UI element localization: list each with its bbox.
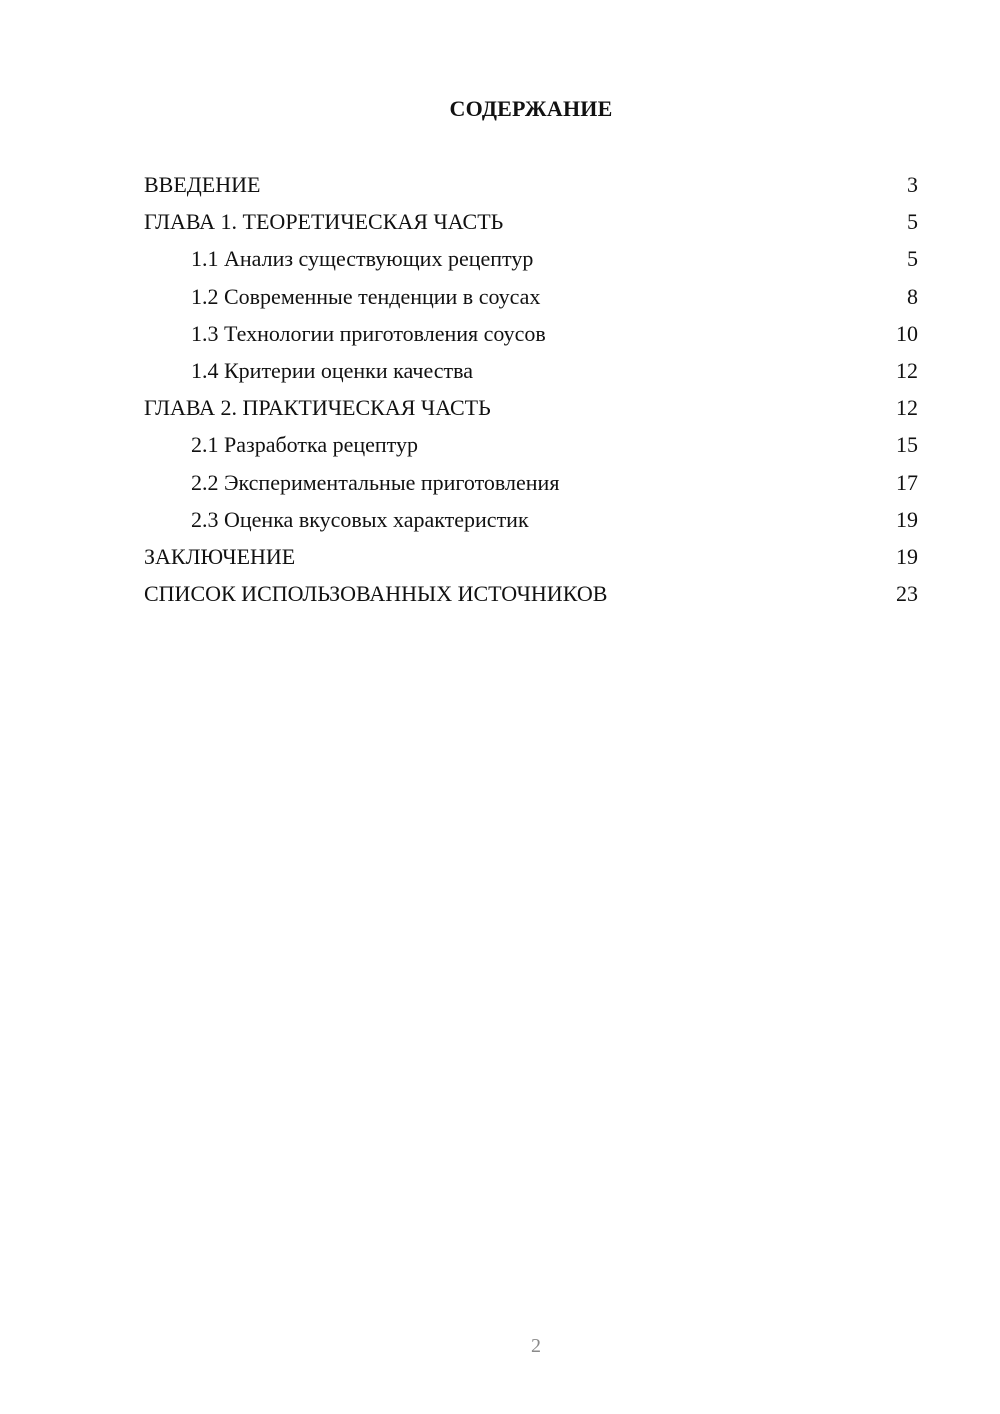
toc-entry-label: ЗАКЛЮЧЕНИЕ (144, 543, 296, 569)
toc-entry-section-1-4 (144, 352, 918, 389)
page-number: 2 (531, 1335, 541, 1357)
toc-entry-introduction (144, 166, 918, 203)
toc-entry-page: 10 (896, 320, 918, 346)
toc-entry-label: ВВЕДЕНИЕ (144, 172, 261, 197)
toc-entry-chapter-2 (144, 389, 918, 426)
toc-entry-section-2-2 (144, 464, 918, 501)
toc-entry-page: 5 (907, 246, 918, 272)
toc-entry-page: 3 (907, 172, 918, 197)
toc-entry-references (144, 575, 918, 612)
toc-entry-section-1-1 (144, 240, 918, 277)
toc-entry-page: 5 (907, 209, 918, 235)
toc-entry-page: 8 (907, 283, 918, 309)
toc-entry-page: 19 (896, 543, 918, 569)
toc-entry-label: 1.1 Анализ существующих рецептур (191, 246, 534, 272)
table-of-contents (144, 166, 918, 612)
toc-entry-label: 1.3 Технологии приготовления соусов (191, 320, 546, 346)
toc-entry-label: 2.3 Оценка вкусовых характеристик (191, 506, 529, 532)
toc-entry-chapter-1 (144, 203, 918, 240)
toc-entry-section-2-1 (144, 426, 918, 463)
toc-entry-label: 2.1 Разработка рецептур (191, 432, 418, 458)
toc-entry-page: 15 (896, 432, 918, 458)
toc-entry-label: СПИСОК ИСПОЛЬЗОВАННЫХ ИСТОЧНИКОВ (144, 581, 608, 607)
toc-entry-section-2-3 (144, 501, 918, 538)
toc-entry-label: ГЛАВА 2. ПРАКТИЧЕСКАЯ ЧАСТЬ (144, 395, 491, 421)
toc-entry-page: 12 (896, 395, 918, 421)
toc-entry-label: ГЛАВА 1. ТЕОРЕТИЧЕСКАЯ ЧАСТЬ (144, 209, 504, 235)
toc-entry-label: 2.2 Экспериментальные приготовления (191, 469, 560, 495)
toc-entry-conclusion (144, 538, 918, 575)
toc-entry-page: 19 (896, 506, 918, 532)
toc-entry-section-1-2 (144, 278, 918, 315)
toc-entry-page: 12 (896, 357, 918, 383)
toc-entry-label: 1.2 Современные тенденции в соусах (191, 283, 541, 309)
toc-entry-page: 23 (896, 581, 918, 607)
toc-entry-label: 1.4 Критерии оценки качества (191, 357, 474, 383)
toc-title: СОДЕРЖАНИЕ (449, 96, 613, 121)
toc-entry-section-1-3 (144, 315, 918, 352)
toc-entry-page: 17 (896, 469, 918, 495)
